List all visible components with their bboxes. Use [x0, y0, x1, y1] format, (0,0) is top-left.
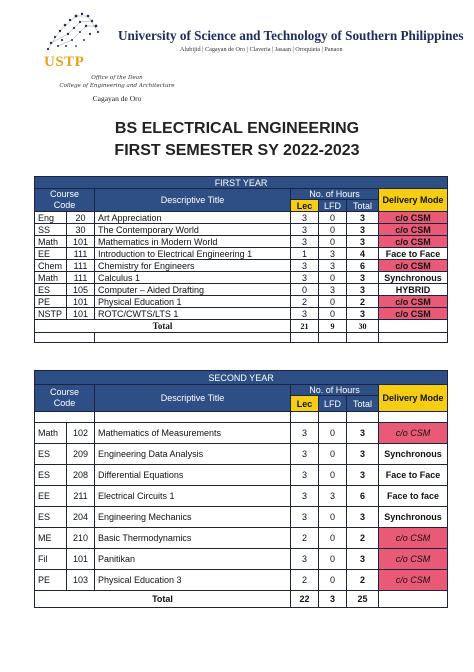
no-of-hours-header: No. of Hours	[291, 189, 379, 200]
course-row	[35, 570, 448, 591]
total-hours: 30	[347, 320, 379, 333]
first-year-table	[34, 176, 448, 343]
program-title: BS ELECTRICAL ENGINEERING	[114, 120, 360, 137]
course-row	[35, 444, 448, 465]
course-code-cell: NSTP	[35, 308, 67, 320]
lec-hours-cell: 0	[291, 284, 319, 296]
lfd-hours-cell: 3	[319, 248, 347, 260]
course-code-cell: EE	[35, 486, 67, 507]
course-title-cell: Chemistry for Engineers	[95, 260, 291, 272]
course-number-cell: 101	[67, 296, 95, 308]
course-title-cell: Art Appreciation	[95, 212, 291, 224]
total-hours-cell: 3	[347, 444, 379, 465]
office-line-2: College of Engineering and Architecture	[59, 83, 175, 89]
course-number-cell: 101	[67, 549, 95, 570]
second-year-rows	[35, 423, 448, 591]
course-number-cell: 210	[67, 528, 95, 549]
course-title-cell: Panitikan	[95, 549, 291, 570]
lfd-hours-cell: 0	[319, 296, 347, 308]
total-hours-cell: 3	[347, 212, 379, 224]
course-code-cell: Math	[35, 236, 67, 248]
course-number-cell: 101	[67, 236, 95, 248]
total-lfd: 9	[319, 320, 347, 333]
lec-hours-cell: 3	[291, 212, 319, 224]
university-name: University of Science and Technology of Southern Philippines	[118, 28, 464, 43]
lfd-header: LFD	[319, 396, 347, 412]
first-year-rows	[35, 212, 448, 320]
course-row	[35, 284, 448, 296]
course-row	[35, 224, 448, 236]
course-title-cell: Mathematics in Modern World	[95, 236, 291, 248]
course-number-cell: 111	[67, 260, 95, 272]
course-row	[35, 272, 448, 284]
course-number-cell: 30	[67, 224, 95, 236]
lfd-hours-cell: 0	[319, 212, 347, 224]
lfd-hours-cell: 0	[319, 224, 347, 236]
course-title-cell: Differential Equations	[95, 465, 291, 486]
delivery-mode-cell: c/o CSM	[379, 224, 448, 236]
course-code-cell: Math	[35, 272, 67, 284]
course-number-cell: 111	[67, 272, 95, 284]
course-code-cell: Eng	[35, 212, 67, 224]
lfd-hours-cell: 3	[319, 260, 347, 272]
course-row	[35, 486, 448, 507]
delivery-mode-header: Delivery Mode	[379, 189, 448, 212]
lfd-hours-cell: 0	[319, 465, 347, 486]
blank-row	[35, 333, 448, 343]
total-lec: 22	[291, 591, 319, 608]
total-lfd: 3	[319, 591, 347, 608]
document-header	[0, 0, 474, 112]
descriptive-title-header: Descriptive Title	[95, 189, 291, 212]
lec-header: Lec	[291, 200, 319, 212]
course-code-cell: SS	[35, 224, 67, 236]
course-row	[35, 528, 448, 549]
lfd-hours-cell: 0	[319, 272, 347, 284]
lfd-hours-cell: 0	[319, 444, 347, 465]
course-number-cell: 111	[67, 248, 95, 260]
course-title-cell: Computer – Aided Drafting	[95, 284, 291, 296]
course-code-cell: ME	[35, 528, 67, 549]
course-row	[35, 260, 448, 272]
course-title-cell: Mathematics of Measurements	[95, 423, 291, 444]
total-hours-cell: 2	[347, 296, 379, 308]
first-year-heading: FIRST YEAR	[35, 177, 448, 189]
lec-hours-cell: 1	[291, 248, 319, 260]
delivery-mode-cell: Synchronous	[379, 507, 448, 528]
total-header: Total	[347, 396, 379, 412]
course-code-cell: ES	[35, 507, 67, 528]
lfd-hours-cell: 0	[319, 528, 347, 549]
total-mode-empty	[379, 591, 448, 608]
course-title-cell: Engineering Mechanics	[95, 507, 291, 528]
course-row	[35, 236, 448, 248]
lec-hours-cell: 3	[291, 272, 319, 284]
course-title-cell: Physical Education 1	[95, 296, 291, 308]
total-hours-cell: 6	[347, 260, 379, 272]
lec-hours-cell: 3	[291, 507, 319, 528]
course-title-cell: Engineering Data Analysis	[95, 444, 291, 465]
course-number-cell: 204	[67, 507, 95, 528]
total-hours-cell: 3	[347, 272, 379, 284]
course-title-cell: Calculus 1	[95, 272, 291, 284]
lec-hours-cell: 2	[291, 570, 319, 591]
lfd-hours-cell: 3	[319, 486, 347, 507]
course-code-cell: Chem	[35, 260, 67, 272]
total-label: Total	[35, 591, 291, 608]
course-row	[35, 212, 448, 224]
course-row	[35, 248, 448, 260]
delivery-mode-cell: Face to Face	[379, 465, 448, 486]
total-hours-cell: 3	[347, 507, 379, 528]
second-year-table	[34, 370, 448, 608]
course-title-cell: Introduction to Electrical Engineering 1	[95, 248, 291, 260]
total-hours-cell: 3	[347, 465, 379, 486]
office-of-dean	[52, 74, 182, 90]
delivery-mode-cell: Face to face	[379, 486, 448, 507]
delivery-mode-cell: Face to Face	[379, 248, 448, 260]
ustp-wordmark: USTP	[44, 54, 85, 70]
semester-title: FIRST SEMESTER SY 2022-2023	[114, 142, 360, 159]
lec-hours-cell: 3	[291, 308, 319, 320]
course-code-cell: Fil	[35, 549, 67, 570]
first-year-total-row	[35, 320, 448, 333]
total-hours: 25	[347, 591, 379, 608]
delivery-mode-cell: c/o CSM	[379, 212, 448, 224]
total-hours-cell: 3	[347, 423, 379, 444]
total-header: Total	[347, 200, 379, 212]
total-hours-cell: 3	[347, 284, 379, 296]
lfd-hours-cell: 0	[319, 236, 347, 248]
lec-header: Lec	[291, 396, 319, 412]
lec-hours-cell: 3	[291, 236, 319, 248]
delivery-mode-cell: HYBRID	[379, 284, 448, 296]
total-label: Total	[35, 320, 291, 333]
course-title-cell: The Contemporary World	[95, 224, 291, 236]
course-number-cell: 103	[67, 570, 95, 591]
lec-hours-cell: 2	[291, 528, 319, 549]
course-code-cell: EE	[35, 248, 67, 260]
course-code-cell: PE	[35, 570, 67, 591]
lec-hours-cell: 2	[291, 296, 319, 308]
total-hours-cell: 3	[347, 236, 379, 248]
lfd-hours-cell: 0	[319, 308, 347, 320]
total-hours-cell: 4	[347, 248, 379, 260]
course-code-cell: ES	[35, 284, 67, 296]
lfd-hours-cell: 0	[319, 507, 347, 528]
delivery-mode-cell: c/o CSM	[379, 528, 448, 549]
delivery-mode-cell: c/o CSM	[379, 236, 448, 248]
course-row	[35, 308, 448, 320]
delivery-mode-cell: c/o CSM	[379, 296, 448, 308]
total-hours-cell: 3	[347, 549, 379, 570]
lfd-hours-cell: 0	[319, 423, 347, 444]
course-number-cell: 211	[67, 486, 95, 507]
lfd-hours-cell: 0	[319, 570, 347, 591]
delivery-mode-cell: c/o CSM	[379, 260, 448, 272]
course-number-cell: 20	[67, 212, 95, 224]
campus-list: Alubijid | Cagayan de Oro | Claveria | Jasaan | Oroquieta | Panaon	[180, 46, 343, 53]
total-hours-cell: 3	[347, 308, 379, 320]
total-hours-cell: 2	[347, 570, 379, 591]
delivery-mode-header: Delivery Mode	[379, 385, 448, 412]
delivery-mode-cell: Synchronous	[379, 272, 448, 284]
no-of-hours-header: No. of Hours	[291, 385, 379, 396]
course-number-cell: 102	[67, 423, 95, 444]
lec-hours-cell: 3	[291, 549, 319, 570]
delivery-mode-cell: c/o CSM	[379, 308, 448, 320]
course-title-cell: ROTC/CWTS/LTS 1	[95, 308, 291, 320]
total-hours-cell: 2	[347, 528, 379, 549]
lec-hours-cell: 3	[291, 260, 319, 272]
course-code-header: Course Code	[35, 189, 95, 212]
lec-hours-cell: 3	[291, 486, 319, 507]
course-code-cell: Math	[35, 423, 67, 444]
total-hours-cell: 6	[347, 486, 379, 507]
course-code-cell: ES	[35, 465, 67, 486]
course-row	[35, 507, 448, 528]
course-title-cell: Electrical Circuits 1	[95, 486, 291, 507]
spacer-row	[35, 412, 448, 423]
course-row	[35, 296, 448, 308]
lec-hours-cell: 3	[291, 224, 319, 236]
total-lec: 21	[291, 320, 319, 333]
lec-hours-cell: 3	[291, 465, 319, 486]
course-code-cell: ES	[35, 444, 67, 465]
total-hours-cell: 3	[347, 224, 379, 236]
office-line-1: Office of the Dean	[91, 75, 143, 81]
descriptive-title-header: Descriptive Title	[95, 385, 291, 412]
second-year-heading: SECOND YEAR	[35, 371, 448, 385]
course-row	[35, 465, 448, 486]
second-year-total-row	[35, 591, 448, 608]
course-title-cell: Physical Education 3	[95, 570, 291, 591]
delivery-mode-cell: c/o CSM	[379, 549, 448, 570]
lfd-hours-cell: 3	[319, 284, 347, 296]
course-code-cell: PE	[35, 296, 67, 308]
course-code-header: Course Code	[35, 385, 95, 412]
delivery-mode-cell: Synchronous	[379, 444, 448, 465]
course-number-cell: 101	[67, 308, 95, 320]
course-row	[35, 549, 448, 570]
course-row	[35, 423, 448, 444]
course-title-cell: Basic Thermodynamics	[95, 528, 291, 549]
course-number-cell: 209	[67, 444, 95, 465]
lec-hours-cell: 3	[291, 444, 319, 465]
lfd-hours-cell: 0	[319, 549, 347, 570]
delivery-mode-cell: c/o CSM	[379, 570, 448, 591]
course-number-cell: 105	[67, 284, 95, 296]
city-name: Cagayan de Oro	[92, 94, 142, 103]
lfd-header: LFD	[319, 200, 347, 212]
lec-hours-cell: 3	[291, 423, 319, 444]
course-number-cell: 208	[67, 465, 95, 486]
total-mode-empty	[379, 320, 448, 333]
delivery-mode-cell: c/o CSM	[379, 423, 448, 444]
